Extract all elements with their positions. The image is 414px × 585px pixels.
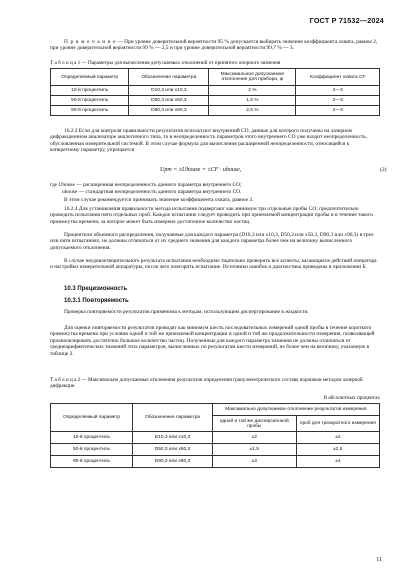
table-cell: 50-й процентиль <box>51 96 129 106</box>
paragraph-distribution: Процентили объемного распределения, получаемые для каждого параметра (D10,3 или x10,3, D50,3 или x50,3, D90,3 или x90,3) в трех или пяти испытаниях, не должны отличаться от их среднего значения для каждого параметра более чем на величину вычисленного допускаемого отклонения. <box>50 232 374 251</box>
paragraph-repeatability-1: Проверка повторяемости результатов применима к методам, использующим диспергирование в жидкости. <box>64 309 309 315</box>
table1-header: Коэффициент охвата CF <box>296 69 380 86</box>
table1 <box>50 68 380 116</box>
table2-header-param: Определяемый параметр <box>51 404 133 432</box>
table-cell: ±4 <box>296 456 379 468</box>
table-cell: D90,3 или x90,3 <box>129 106 209 116</box>
table-cell: ±2 <box>212 432 296 444</box>
table-cell: 50-й процентиль <box>51 444 133 456</box>
note-label: П р и м е ч а н и е <box>64 39 117 45</box>
page-number: 11 <box>376 557 382 563</box>
page-header: ГОСТ Р 71532—2024 <box>309 16 384 25</box>
table1-caption: Т а б л и ц а 1 — Параметры для вычисления допускаемых отклонений от принятого опорного значения <box>50 60 281 66</box>
table-cell: D90,3 или x90,3 <box>133 456 213 468</box>
table2-unit: В абсолютных процентах <box>323 395 380 401</box>
table-cell: 1,5 % <box>209 96 296 106</box>
table-row <box>51 86 380 96</box>
table-cell: ±1,5 <box>212 444 296 456</box>
table-row <box>51 444 380 456</box>
paragraph-10-2-3: 10.2.3 Если для контроля правильности результатов используют внутренний СО, данные для которого получены на лазерном дифракционном анализаторе аналогичного типа, то в неопределенность параметров этого внутреннего СО уже входит неопределенность, обусловленная измерительной системой. В этом случае формула для вычисления расширенной неопределенности, относящейся к конкретному параметру, упрощается <box>50 128 368 154</box>
table-cell: 2,5 % <box>209 106 296 116</box>
table-row <box>51 96 380 106</box>
where-line-1: где Uhouse — расширенная неопределенность данного параметра внутреннего СО; <box>50 182 242 188</box>
table2-header-sub2: проб для трехкратного измерения <box>296 416 379 432</box>
heading-10-3-1: 10.3.1 Повторяемость <box>64 298 129 304</box>
table2-caption: Т а б л и ц а 2 — Максимально допускаемые отклонения результатов определения гранулометрического состава порошков методом лазерной дифракции <box>50 377 363 390</box>
table-row <box>51 456 380 468</box>
table2 <box>50 403 380 468</box>
table2-header-sub1: одной и той же дисперсионной пробы <box>212 416 296 432</box>
table-cell: 90-й процентиль <box>51 456 133 468</box>
formula-number: (2) <box>380 167 387 173</box>
table-cell: 2—3 <box>296 96 380 106</box>
table-cell: 2—3 <box>296 86 380 96</box>
table-cell: D50,3 или x50,3 <box>133 444 213 456</box>
table2-header-group: Максимально допускаемое отклонение результатов измерения <box>212 404 379 416</box>
table-cell: ±2 <box>296 432 379 444</box>
table1-header: Обозначение параметра <box>129 69 209 86</box>
table-cell: 2 % <box>209 86 296 96</box>
table-cell: 90-й процентиль <box>51 106 129 116</box>
paragraph-failure: В случае неудовлетворительного результата испытания необходимо тщательно проверить все аспекты, касающиеся действий оператора и настройки измерительной аппаратуры, после чего повторить испытание. Источники ошибок и диагностика приведены в приложении Б. <box>50 258 377 271</box>
table-cell: 2—3 <box>296 106 380 116</box>
table-cell: ±3 <box>212 456 296 468</box>
table1-header: Максимальное допускаемое отклонение для прибора, ψ <box>209 69 296 86</box>
table2-header-symbol: Обозначение параметра <box>133 404 213 432</box>
table-cell: 10-й процентиль <box>51 432 133 444</box>
paragraph-case: В этом случае рекомендуется принимать значение коэффициента охвата, равное 3. <box>64 197 254 203</box>
heading-10-3: 10.3 Прецизионность <box>64 286 128 292</box>
table-cell: D10,3 или x10,3 <box>129 86 209 96</box>
table-cell: D10,3 или x10,3 <box>133 432 213 444</box>
table-cell: D50,3 или x50,3 <box>129 96 209 106</box>
note <box>50 39 380 52</box>
table-cell: ±2,5 <box>296 444 379 456</box>
table-cell: 10-й процентиль <box>51 86 129 96</box>
table1-header: Определяемый параметр <box>51 69 129 86</box>
table-row <box>51 106 380 116</box>
note-text: — При уровне доверительной вероятности 95 % допускается выбирать значение коэффициента охвата, равное 2, при уровне доверительной вероятности 99 % — 2,5 и при уровне доверительной вероятности 99,7 % — 3. <box>50 39 378 52</box>
formula: Upm = ±Uhouse = ±CF · uhouse, <box>160 167 242 173</box>
paragraph-repeatability-2: Для оценки повторяемости результатов проводят как минимум шесть последовательных измерений одной пробы в течение короткого промежутка времени при условии одной и той же приемлемой концентрации и одной и той же продолжительности измерения, позволяющей проанализировать достаточно большое количество частиц. Полученные для каждого параметра значения не должны отличаться от среднеарифметических значений этих параметров, вычисленных по результатам шести измерений, не более чем на величину, указанную в таблице 2. <box>50 325 375 357</box>
where-line-2: uhouse — стандартная неопределенность данного параметра внутреннего СО. <box>62 189 242 195</box>
paragraph-10-2-4: 10.2.4 Для установления правильности метода испытания подвергают как минимум три отдельные пробы СО; предпочтительно проводить испытания пяти отдельных проб. Каждое испытание следует проводить при приемлемой концентрации пробы и в течение такого промежутка времени, за которое может быть измерено достаточное количество частиц. <box>50 206 373 225</box>
table-row <box>51 432 380 444</box>
